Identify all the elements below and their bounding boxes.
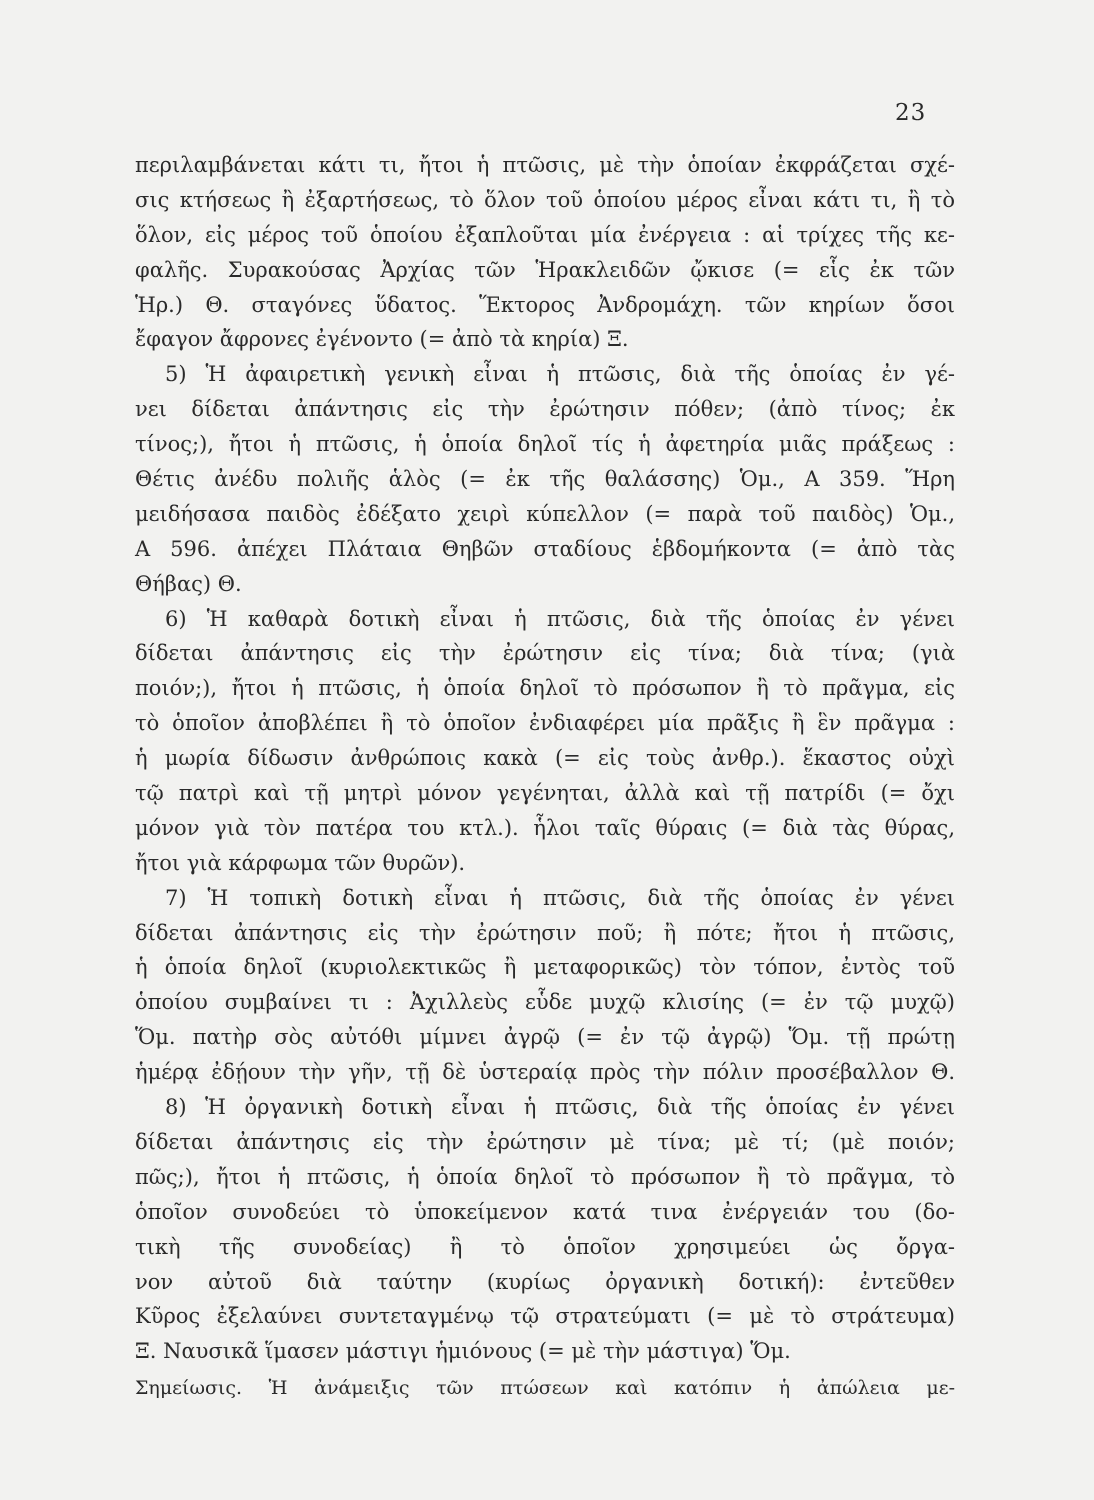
text-line: περιλαμβάνεται κάτι τι, ἤτοι ἡ πτῶσις, μὲ τὴν ὁποίαν ἐκφράζεται σχέ- <box>135 153 955 177</box>
text-line: πῶς;), ἤτοι ἡ πτῶσις, ἡ ὁποία δηλοῖ τὸ πρόσωπον ἢ τὸ πρᾶγμα, τὸ <box>135 1164 955 1189</box>
text-line: ὁποίου συμβαίνει τι : Ἀχιλλεὺς εὗδε μυχῷ κλισίης (= ἐν τῷ μυχῷ) <box>135 990 955 1015</box>
text-line: φαλῆς. Συρακούσας Ἀρχίας τῶν Ἡρακλειδῶν ᾤκισε (= εἷς ἐκ τῶν <box>135 257 955 282</box>
text-line: Ὅμ. πατὴρ σὸς αὐτόθι μίμνει ἀγρῷ (= ἐν τῷ ἀγρῷ) Ὅμ. τῇ πρώτῃ <box>135 1025 955 1050</box>
text-line: Α 596. ἀπέχει Πλάταια Θηβῶν σταδίους ἑβδομήκοντα (= ἀπὸ τὰς <box>135 536 955 561</box>
text-line: ἤτοι γιὰ κάρφωμα τῶν θυρῶν). <box>135 850 466 875</box>
text-line: ποιόν;), ἤτοι ἡ πτῶσις, ἡ ὁποία δηλοῖ τὸ πρόσωπον ἢ τὸ πρᾶγμα, εἰς <box>135 676 955 701</box>
text-line: νον αὐτοῦ διὰ ταύτην (κυρίως ὀργανικὴ δοτική): ἐντεῦθεν <box>135 1269 955 1294</box>
text-line: ἔφαγον ἄφρονες ἐγένοντο (= ἀπὸ τὰ κηρία) Ξ. <box>135 327 629 352</box>
paragraph-start-line: 5) Ἡ ἀφαιρετικὴ γενικὴ εἶναι ἡ πτῶσις, διὰ τῆς ὁποίας ἐν γέ- <box>165 362 955 387</box>
text-line: δίδεται ἀπάντησις εἰς τὴν ἐρώτησιν μὲ τίνα; μὲ τί; (μὲ ποιόν; <box>135 1129 955 1154</box>
paragraph-start-line: 6) Ἡ καθαρὰ δοτικὴ εἶναι ἡ πτῶσις, διὰ τῆς ὁποίας ἐν γένει <box>165 606 955 631</box>
body-text <box>135 148 955 1406</box>
text-line: τῷ πατρὶ καὶ τῇ μητρὶ μόνον γεγένηται, ἀλλὰ καὶ τῇ πατρίδι (= ὄχι <box>135 781 955 806</box>
text-line: Θήβας) Θ. <box>135 571 242 596</box>
paragraph-start-line: 8) Ἡ ὀργανικὴ δοτικὴ εἶναι ἡ πτῶσις, διὰ τῆς ὁποίας ἐν γένει <box>165 1095 955 1120</box>
text-line: Θέτις ἀνέδυ πολιῆς ἁλὸς (= ἐκ τῆς θαλάσσης) Ὁμ., Α 359. Ἥρη <box>135 467 955 492</box>
text-line: ἡμέρᾳ ἐδῄουν τὴν γῆν, τῇ δὲ ὑστεραίᾳ πρὸς τὴν πόλιν προσέβαλλον Θ. <box>135 1060 955 1085</box>
text-line: δίδεται ἀπάντησις εἰς τὴν ἐρώτησιν εἰς τίνα; διὰ τίνα; (γιὰ <box>135 641 955 666</box>
note-line: Σημείωσις. Ἡ ἀνάμειξις τῶν πτώσεων καὶ κατόπιν ἡ ἀπώλεια με- <box>135 1377 955 1400</box>
text-line: σις κτήσεως ἢ ἐξαρτήσεως, τὸ ὅλον τοῦ ὁποίου μέρος εἶναι κάτι τι, ἢ τὸ <box>135 187 955 212</box>
text-line: ὅλον, εἰς μέρος τοῦ ὁποίου ἐξαπλοῦται μία ἐνέργεια : αἱ τρίχες τῆς κε- <box>135 222 955 247</box>
text-line: Ξ. Ναυσικᾶ ἵμασεν μάστιγι ἡμιόνους (= μὲ τὴν μάστιγα) Ὅμ. <box>135 1339 791 1364</box>
text-line: μειδήσασα παιδὸς ἐδέξατο χειρὶ κύπελλον (= παρὰ τοῦ παιδὸς) Ὁμ., <box>135 501 955 526</box>
text-line: Ἡρ.) Θ. σταγόνες ὕδατος. Ἕκτορος Ἀνδρομάχη. τῶν κηρίων ὅσοι <box>135 292 955 317</box>
text-line: ἡ μωρία δίδωσιν ἀνθρώποις κακὰ (= εἰς τοὺς ἀνθρ.). ἕκαστος οὐχὶ <box>135 746 955 771</box>
text-line: νει δίδεται ἀπάντησις εἰς τὴν ἐρώτησιν πόθεν; (ἀπὸ τίνος; ἐκ <box>135 397 955 422</box>
text-line: ἡ ὁποία δηλοῖ (κυριολεκτικῶς ἢ μεταφορικῶς) τὸν τόπον, ἐντὸς τοῦ <box>135 955 955 980</box>
paragraph-start-line: 7) Ἡ τοπικὴ δοτικὴ εἶναι ἡ πτῶσις, διὰ τῆς ὁποίας ἐν γένει <box>165 885 955 910</box>
text-line: τίνος;), ἤτοι ἡ πτῶσις, ἡ ὁποία δηλοῖ τίς ἡ ἀφετηρία μιᾶς πράξεως : <box>135 432 955 457</box>
text-line: δίδεται ἀπάντησις εἰς τὴν ἐρώτησιν ποῦ; ἢ πότε; ἤτοι ἡ πτῶσις, <box>135 920 955 945</box>
text-line: Κῦρος ἐξελαύνει συντεταγμένῳ τῷ στρατεύματι (= μὲ τὸ στράτευμα) <box>135 1304 955 1329</box>
text-line: τὸ ὁποῖον ἀποβλέπει ἢ τὸ ὁποῖον ἐνδιαφέρει μία πρᾶξις ἢ ἓν πρᾶγμα : <box>135 711 955 736</box>
text-line: τικὴ τῆς συνοδείας) ἢ τὸ ὁποῖον χρησιμεύει ὡς ὄργα- <box>135 1234 955 1259</box>
text-line: ὁποῖον συνοδεύει τὸ ὑποκείμενον κατά τινα ἐνέργειάν του (δο- <box>135 1199 955 1224</box>
text-line: μόνον γιὰ τὸν πατέρα του κτλ.). ἧλοι ταῖς θύραις (= διὰ τὰς θύρας, <box>135 815 955 840</box>
page-number: 23 <box>895 100 927 126</box>
